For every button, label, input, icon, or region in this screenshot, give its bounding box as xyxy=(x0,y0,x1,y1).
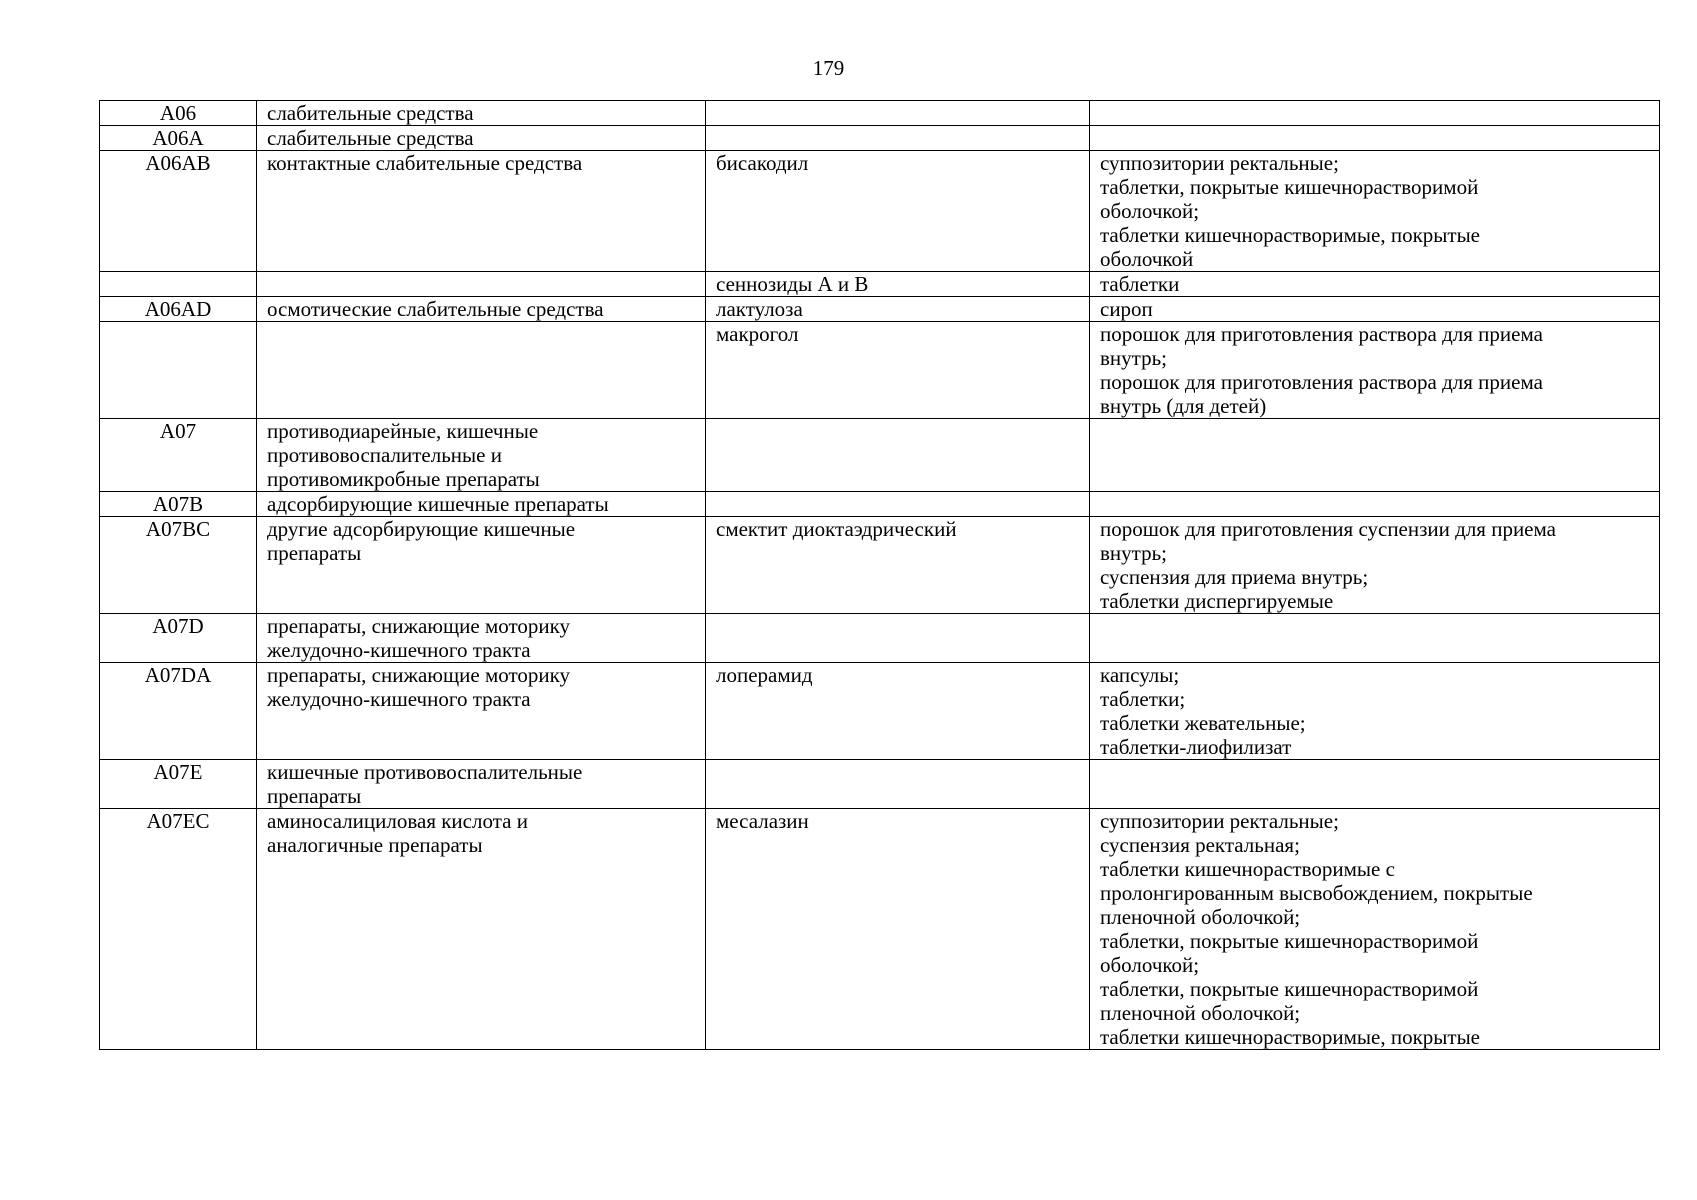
dosage-forms-cell xyxy=(1090,419,1660,492)
group-line: препараты, снижающие моторику xyxy=(267,663,571,687)
drug-name-line: месалазин xyxy=(716,809,809,833)
dosage-forms-line: таблетки-лиофилизат xyxy=(1100,735,1292,759)
group-line: противомикробные препараты xyxy=(267,467,540,491)
dosage-forms-line: суспензия ректальная; xyxy=(1100,833,1300,857)
group-cell xyxy=(257,517,706,614)
group-cell xyxy=(257,297,706,322)
drug-name-cell xyxy=(706,272,1090,297)
atc-code-cell: А07DА xyxy=(100,663,257,760)
group-line: желудочно-кишечного тракта xyxy=(267,638,531,662)
group-line: препараты xyxy=(267,784,362,808)
group-cell xyxy=(257,272,706,297)
group-line: препараты, снижающие моторику xyxy=(267,614,571,638)
group-cell xyxy=(257,322,706,419)
drug-name-cell xyxy=(706,809,1090,1050)
group-cell xyxy=(257,663,706,760)
dosage-forms-cell xyxy=(1090,126,1660,151)
dosage-forms-line: пленочной оболочкой; xyxy=(1100,905,1301,929)
dosage-forms-line: таблетки диспергируемые xyxy=(1100,589,1334,613)
drug-name-line: лоперамид xyxy=(716,663,813,687)
table-row xyxy=(100,517,1660,614)
dosage-forms-line: внутрь; xyxy=(1100,346,1167,370)
atc-code-cell: А07ВС xyxy=(100,517,257,614)
dosage-forms-cell xyxy=(1090,809,1660,1050)
table-row xyxy=(100,322,1660,419)
table-row xyxy=(100,614,1660,663)
dosage-forms-line: таблетки кишечнорастворимые с xyxy=(1100,857,1395,881)
drug-name-line: лактулоза xyxy=(716,297,803,321)
table-row xyxy=(100,101,1660,126)
dosage-forms-cell xyxy=(1090,297,1660,322)
dosage-forms-cell xyxy=(1090,322,1660,419)
drug-name-cell xyxy=(706,517,1090,614)
dosage-forms-line: таблетки кишечнорастворимые, покрытые xyxy=(1100,223,1480,247)
drug-name-line: макрогол xyxy=(716,322,799,346)
atc-code-cell xyxy=(100,272,257,297)
group-line: кишечные противовоспалительные xyxy=(267,760,583,784)
dosage-forms-line: суспензия для приема внутрь; xyxy=(1100,565,1369,589)
drug-name-cell xyxy=(706,492,1090,517)
dosage-forms-line: пролонгированным высвобождением, покрытые xyxy=(1100,881,1533,905)
atc-code-cell: А06АВ xyxy=(100,151,257,272)
dosage-forms-line: таблетки кишечнорастворимые, покрытые xyxy=(1100,1025,1480,1049)
dosage-forms-line: внутрь; xyxy=(1100,541,1167,565)
group-cell xyxy=(257,419,706,492)
atc-code-cell: А06AD xyxy=(100,297,257,322)
dosage-forms-line: капсулы; xyxy=(1100,663,1180,687)
group-line: противовоспалительные и xyxy=(267,443,502,467)
drug-name-cell xyxy=(706,322,1090,419)
group-line: препараты xyxy=(267,541,362,565)
group-cell xyxy=(257,760,706,809)
atc-code-cell: А07Е xyxy=(100,760,257,809)
atc-code-cell xyxy=(100,322,257,419)
drug-name-line: сеннозиды А и В xyxy=(716,272,869,296)
group-line: противодиарейные, кишечные xyxy=(267,419,539,443)
dosage-forms-cell xyxy=(1090,517,1660,614)
dosage-forms-cell xyxy=(1090,492,1660,517)
dosage-forms-cell xyxy=(1090,663,1660,760)
group-line: контактные слабительные средства xyxy=(267,151,583,175)
drug-name-cell xyxy=(706,419,1090,492)
dosage-forms-line: порошок для приготовления раствора для приема xyxy=(1100,322,1543,346)
group-cell xyxy=(257,809,706,1050)
dosage-forms-line: таблетки xyxy=(1100,272,1180,296)
table-row xyxy=(100,809,1660,1050)
atc-code-cell: А07 xyxy=(100,419,257,492)
dosage-forms-line: оболочкой; xyxy=(1100,953,1200,977)
table-row xyxy=(100,151,1660,272)
dosage-forms-cell xyxy=(1090,151,1660,272)
table-row xyxy=(100,663,1660,760)
dosage-forms-line: суппозитории ректальные; xyxy=(1100,809,1339,833)
dosage-forms-line: внутрь (для детей) xyxy=(1100,394,1267,418)
dosage-forms-line: таблетки жевательные; xyxy=(1100,711,1306,735)
table-row xyxy=(100,297,1660,322)
dosage-forms-cell xyxy=(1090,101,1660,126)
atc-code-cell: А06 xyxy=(100,101,257,126)
group-line: слабительные средства xyxy=(267,126,474,150)
dosage-forms-cell xyxy=(1090,272,1660,297)
group-line: желудочно-кишечного тракта xyxy=(267,687,531,711)
drug-table xyxy=(99,100,1660,1050)
group-line: другие адсорбирующие кишечные xyxy=(267,517,576,541)
dosage-forms-line: суппозитории ректальные; xyxy=(1100,151,1339,175)
dosage-forms-line: порошок для приготовления суспензии для приема xyxy=(1100,517,1556,541)
group-line: адсорбирующие кишечные препараты xyxy=(267,492,609,516)
drug-name-cell xyxy=(706,297,1090,322)
group-cell xyxy=(257,151,706,272)
table-row xyxy=(100,419,1660,492)
atc-code-cell: А07ЕС xyxy=(100,809,257,1050)
drug-name-cell xyxy=(706,663,1090,760)
dosage-forms-line: пленочной оболочкой; xyxy=(1100,1001,1301,1025)
page-number: 179 xyxy=(812,56,845,80)
group-line: осмотические слабительные средства xyxy=(267,297,604,321)
dosage-forms-line: оболочкой xyxy=(1100,247,1194,271)
group-cell xyxy=(257,614,706,663)
drug-name-cell xyxy=(706,126,1090,151)
drug-name-cell xyxy=(706,151,1090,272)
dosage-forms-line: оболочкой; xyxy=(1100,199,1200,223)
dosage-forms-line: таблетки; xyxy=(1100,687,1186,711)
dosage-forms-cell xyxy=(1090,614,1660,663)
dosage-forms-line: сироп xyxy=(1100,297,1153,321)
group-line: аминосалициловая кислота и xyxy=(267,809,528,833)
drug-name-cell xyxy=(706,614,1090,663)
atc-code-cell: А07D xyxy=(100,614,257,663)
atc-code-cell: А07В xyxy=(100,492,257,517)
table-row xyxy=(100,760,1660,809)
dosage-forms-line: таблетки, покрытые кишечнорастворимой xyxy=(1100,977,1479,1001)
group-cell xyxy=(257,492,706,517)
atc-code-cell: А06А xyxy=(100,126,257,151)
dosage-forms-line: порошок для приготовления раствора для приема xyxy=(1100,370,1543,394)
group-cell xyxy=(257,101,706,126)
drug-name-cell xyxy=(706,760,1090,809)
table-row xyxy=(100,492,1660,517)
group-line: аналогичные препараты xyxy=(267,833,483,857)
table-row xyxy=(100,272,1660,297)
table-row xyxy=(100,126,1660,151)
drug-name-cell xyxy=(706,101,1090,126)
dosage-forms-cell xyxy=(1090,760,1660,809)
drug-name-line: бисакодил xyxy=(716,151,809,175)
drug-name-line: смектит диоктаэдрический xyxy=(716,517,957,541)
table-body xyxy=(100,101,1660,1050)
dosage-forms-line: таблетки, покрытые кишечнорастворимой xyxy=(1100,175,1479,199)
dosage-forms-line: таблетки, покрытые кишечнорастворимой xyxy=(1100,929,1479,953)
group-cell xyxy=(257,126,706,151)
group-line: слабительные средства xyxy=(267,101,474,125)
